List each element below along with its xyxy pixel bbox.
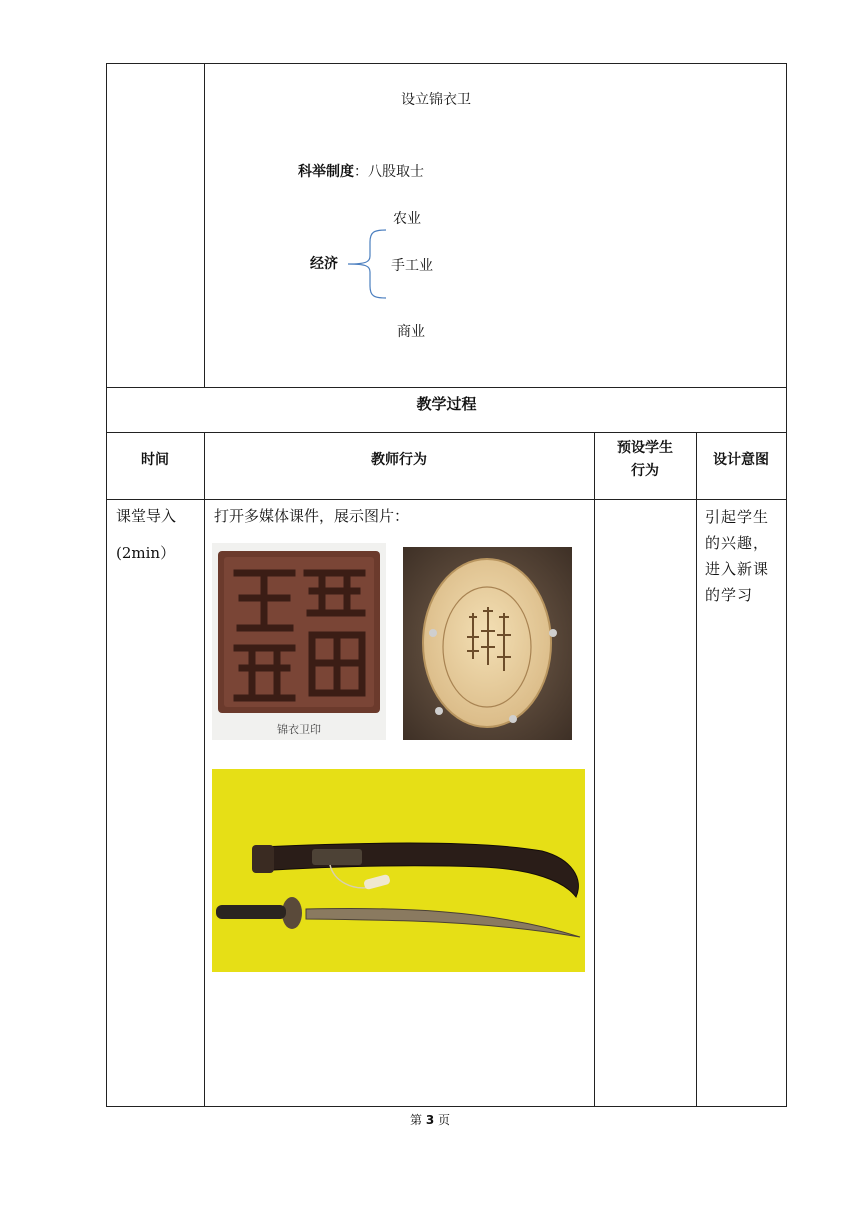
economy-label: 经济: [310, 256, 338, 272]
table-left-border: [106, 63, 107, 1107]
column-header-time: 时间: [141, 452, 169, 468]
keju-value: 八股取士: [368, 164, 424, 180]
row-divider: [106, 387, 787, 388]
keju-label: 科举制度: [298, 164, 354, 180]
intent-line: 的学习: [705, 586, 754, 604]
process-header: 教学过程: [416, 395, 477, 413]
page-number: 3: [425, 1113, 435, 1127]
item-jinyiwei: 设立锦衣卫: [401, 92, 471, 108]
table-right-border: [786, 63, 787, 1107]
economy-item: 农业: [393, 211, 421, 227]
xiuchun-saber-image: [212, 769, 585, 972]
row-divider: [106, 432, 787, 433]
intent-line: 进入新课: [705, 560, 770, 578]
time-cell-line: (2min）: [116, 544, 176, 562]
page-footer: [0, 1112, 860, 1128]
column-header-student-line: 预设学生: [617, 440, 673, 456]
brace-bracket: [344, 228, 390, 300]
table-bottom-border: [106, 1106, 787, 1107]
economy-item: 手工业: [391, 258, 433, 274]
column-divider: [204, 432, 205, 1107]
column-divider: [204, 63, 205, 388]
intent-line: 引起学生: [705, 508, 770, 526]
row-divider: [106, 499, 787, 500]
column-header-teacher: 教师行为: [371, 452, 427, 468]
column-divider: [696, 432, 697, 1107]
column-header-student-line: 行为: [631, 463, 659, 479]
table-top-border: [106, 63, 787, 64]
intent-line: 的兴趣，: [705, 534, 770, 552]
column-header-student: [594, 437, 696, 483]
keju-colon: ：: [354, 164, 368, 180]
column-header-intent: 设计意图: [713, 452, 769, 468]
seal-caption: 锦衣卫印: [277, 723, 321, 736]
intent-cell: [705, 504, 769, 608]
teacher-cell-text: 打开多媒体课件，展示图片：: [214, 507, 410, 525]
footer-prefix: 第: [409, 1113, 422, 1127]
column-divider: [594, 432, 595, 1107]
ivory-waist-tablet-image: [403, 547, 572, 740]
keju-line: [298, 162, 424, 182]
jinyiwei-seal-image: [212, 543, 386, 740]
footer-suffix: 页: [438, 1113, 451, 1127]
economy-item: 商业: [397, 324, 425, 340]
time-cell-line: 课堂导入: [116, 507, 177, 525]
